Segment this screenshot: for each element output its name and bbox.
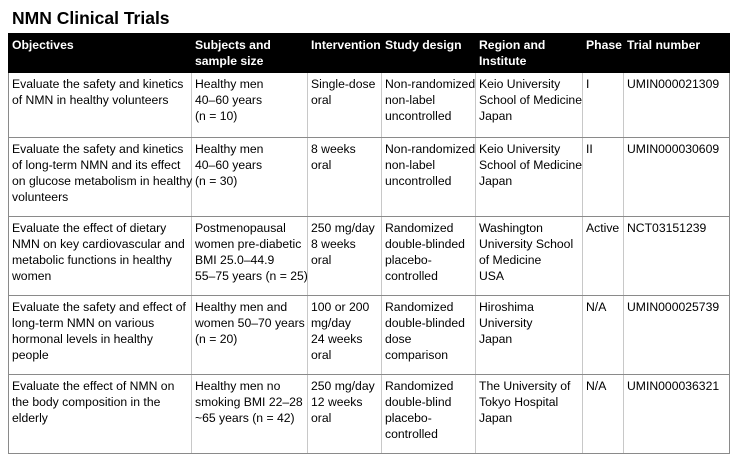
table-header-row	[9, 34, 730, 73]
table-row	[9, 217, 730, 296]
cell-phase: II	[583, 138, 624, 217]
cell-objectives: Evaluate the safety and kinetics of long-term NMN and its effect on glucose metabolism in healthy volunteers	[9, 138, 192, 217]
cell-objectives: Evaluate the effect of dietary NMN on key cardiovascular and metabolic functions in healthy women	[9, 217, 192, 296]
cell-subjects: Healthy men no smoking BMI 22–28 ~65 years (n = 42)	[192, 375, 308, 454]
cell-subjects: Healthy men and women 50–70 years (n = 20)	[192, 296, 308, 375]
column-header-phase: Phase	[583, 34, 624, 73]
table-row	[9, 296, 730, 375]
cell-study-design: Randomized double-blinded dose comparison	[382, 296, 476, 375]
cell-region: Washington University School of Medicine USA	[476, 217, 583, 296]
cell-trial-number: UMIN000036321	[624, 375, 730, 454]
cell-region: Hiroshima University Japan	[476, 296, 583, 375]
cell-region: Keio University School of Medicine Japan	[476, 138, 583, 217]
column-header-objectives: Objectives	[9, 34, 192, 73]
cell-intervention: 8 weeks oral	[308, 138, 382, 217]
cell-phase: Active	[583, 217, 624, 296]
cell-intervention: Single-dose oral	[308, 73, 382, 138]
cell-subjects: Postmenopausal women pre-diabetic BMI 25.0–44.9 55–75 years (n = 25)	[192, 217, 308, 296]
cell-objectives: Evaluate the safety and kinetics of NMN in healthy volunteers	[9, 73, 192, 138]
column-header-trial-number: Trial number	[624, 34, 730, 73]
cell-objectives: Evaluate the safety and effect of long-term NMN on various hormonal levels in healthy people	[9, 296, 192, 375]
cell-intervention: 100 or 200 mg/day 24 weeks oral	[308, 296, 382, 375]
cell-phase: I	[583, 73, 624, 138]
cell-region: The University of Tokyo Hospital Japan	[476, 375, 583, 454]
cell-study-design: Randomized double-blind placebo- controlled	[382, 375, 476, 454]
cell-phase: N/A	[583, 296, 624, 375]
cell-subjects: Healthy men 40–60 years (n = 10)	[192, 73, 308, 138]
column-header-region: Region and Institute	[476, 34, 583, 73]
cell-trial-number: UMIN000021309	[624, 73, 730, 138]
table-row	[9, 73, 730, 138]
cell-trial-number: UMIN000030609	[624, 138, 730, 217]
column-header-intervention: Intervention	[308, 34, 382, 73]
cell-study-design: Randomized double-blinded placebo- controlled	[382, 217, 476, 296]
cell-intervention: 250 mg/day 12 weeks oral	[308, 375, 382, 454]
column-header-study-design: Study design	[382, 34, 476, 73]
cell-study-design: Non-randomized non-label uncontrolled	[382, 138, 476, 217]
table-row	[9, 138, 730, 217]
cell-subjects: Healthy men 40–60 years (n = 30)	[192, 138, 308, 217]
page-title: NMN Clinical Trials	[12, 8, 170, 28]
cell-study-design: Non-randomized non-label uncontrolled	[382, 73, 476, 138]
cell-trial-number: NCT03151239	[624, 217, 730, 296]
column-header-subjects: Subjects and sample size	[192, 34, 308, 73]
cell-phase: N/A	[583, 375, 624, 454]
trials-table	[8, 33, 730, 454]
cell-objectives: Evaluate the effect of NMN on the body composition in the elderly	[9, 375, 192, 454]
cell-intervention: 250 mg/day 8 weeks oral	[308, 217, 382, 296]
cell-trial-number: UMIN000025739	[624, 296, 730, 375]
cell-region: Keio University School of Medicine Japan	[476, 73, 583, 138]
